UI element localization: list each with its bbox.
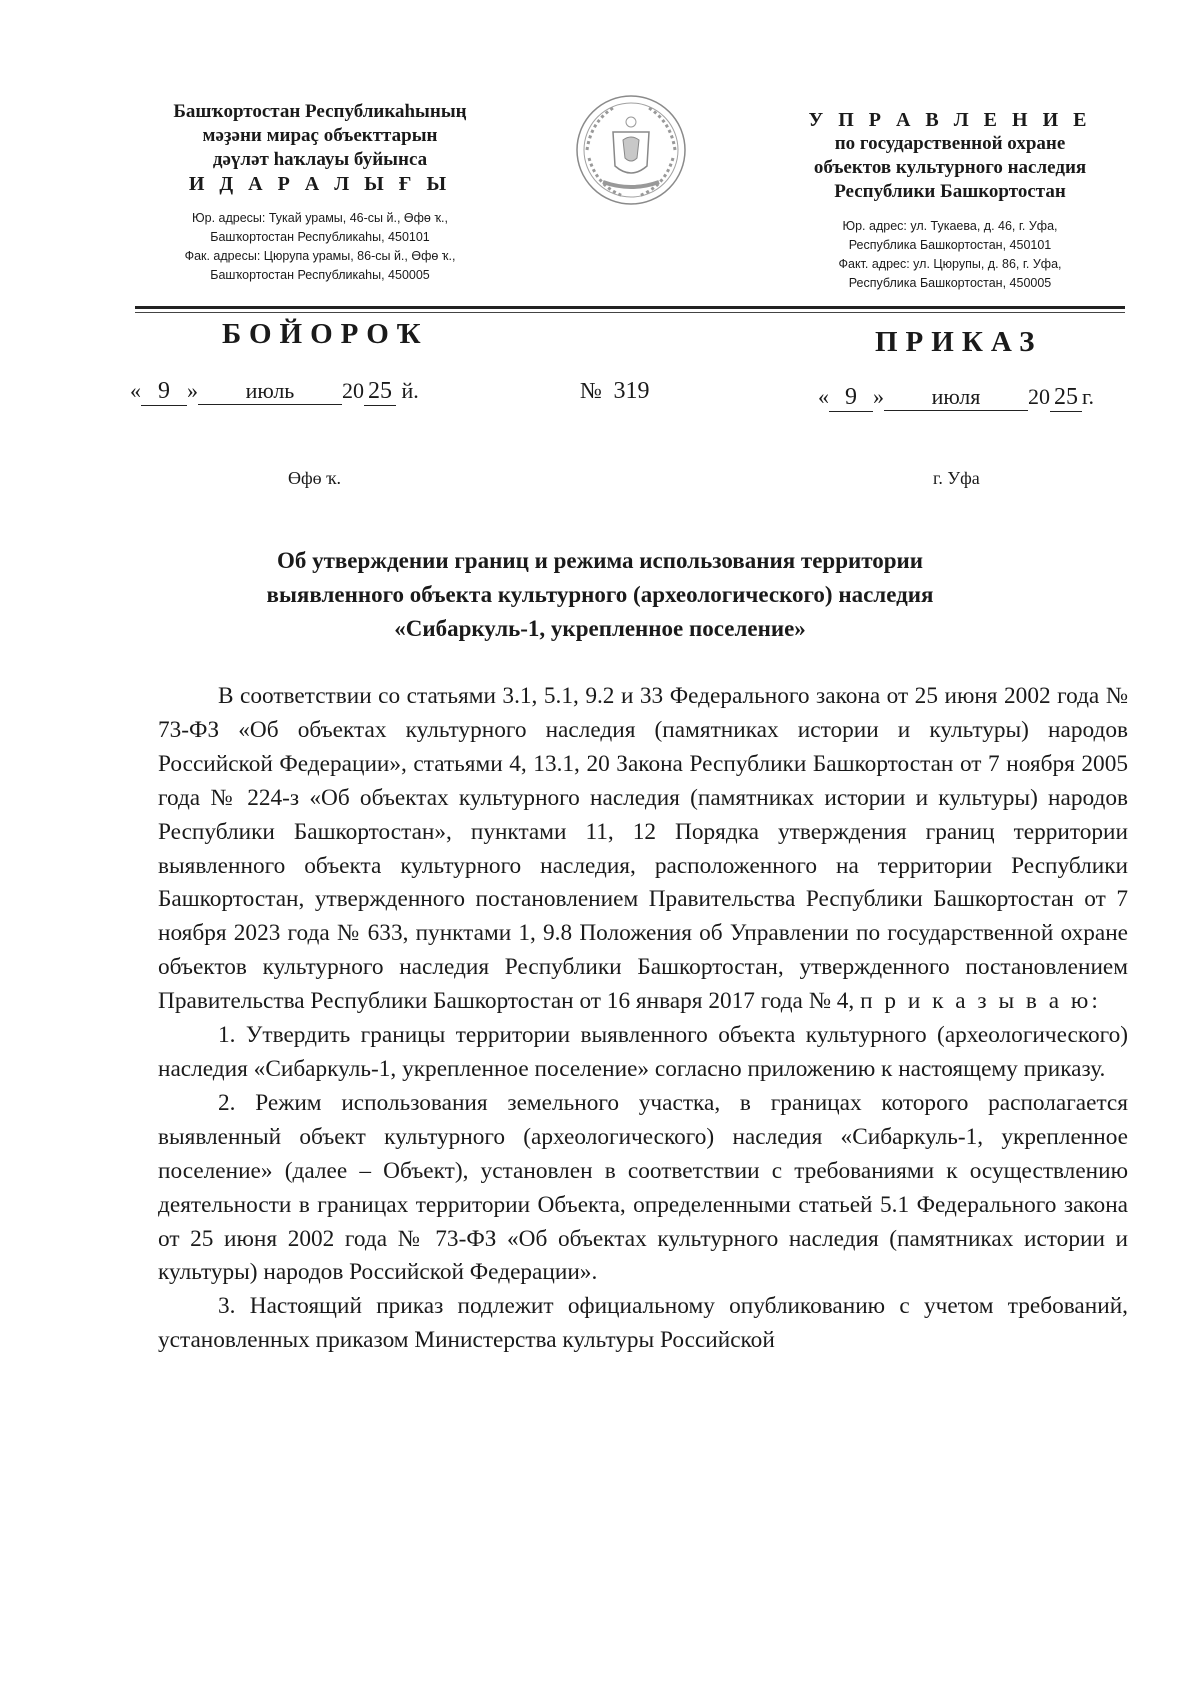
org-name-line-1: У П Р А В Л Е Н И Е [808, 109, 1092, 131]
legal-address-line-1: Юр. адрес: ул. Тукаева, д. 46, г. Уфа, [842, 219, 1058, 233]
actual-address-line-1: Фак. адресы: Цюрупа урамы, 86-сы й., Өфө ҡ., [184, 249, 456, 263]
header-divider-thin [135, 312, 1125, 313]
paragraph-item-3: 3. Настоящий приказ подлежит официальному опубликованию с учетом требований, установленных приказом Министерства культуры Российской [158, 1293, 1128, 1354]
org-name-line-2: мәҙәни мираҫ объекттарын [202, 125, 438, 146]
actual-address-line-2: Башҡортостан Республикаһы, 450005 [210, 268, 430, 282]
number-label: № [580, 378, 602, 403]
date-month: июля [884, 384, 1028, 411]
city-bashkir: Өфө ҡ. [288, 468, 341, 488]
quote-close: » [187, 378, 198, 403]
date-day: 9 [141, 378, 187, 406]
date-bashkir [130, 378, 419, 406]
year-suffix: 25 [364, 378, 396, 406]
header-left-bashkir [130, 100, 510, 284]
actual-address-line-1: Факт. адрес: ул. Цюрупы, д. 86, г. Уфа, [838, 257, 1062, 271]
city-russian: г. Уфа [933, 468, 980, 488]
doc-type-russian: ПРИКАЗ [875, 326, 1043, 358]
number-value: 319 [613, 378, 650, 404]
org-name-line-1: Башҡортостан Республикаһының [173, 101, 467, 122]
date-month: июль [198, 378, 342, 405]
year-suffix-label: й. [401, 378, 419, 403]
paragraph-item-2: 2. Режим использования земельного участка, в границах которого располагается выявленный объект культурного (археологического) наследия «Сибаркуль-1, укрепленное поселение» (далее – Объект), установлен в соответствии с требованиями к осуществлению деятельности в границах территории Объекта, определенными статьей 5.1 Федерального закона от 25 июня 2002 года № 73-ФЗ «Об объектах культурного наследия (памятниках истории и культуры) народов Российской Федерации». [158, 1089, 1128, 1286]
paragraph-item-1: 1. Утвердить границы территории выявленного объекта культурного (археологического) наследия «Сибаркуль-1, укрепленное поселение» согласно приложению к настоящему приказу. [158, 1022, 1128, 1082]
paragraph-preamble [158, 680, 1128, 1019]
org-name-line-3: объектов культурного наследия [813, 157, 1087, 178]
date-day: 9 [829, 384, 873, 412]
quote-open: « [130, 378, 141, 403]
title-line-2: выявленного объекта культурного (археологического) наследия [266, 582, 934, 607]
year-prefix: 20 [1028, 384, 1050, 409]
order-word: п р и к а з ы в а ю: [860, 988, 1101, 1015]
header-right-russian [760, 108, 1140, 292]
quote-open: « [818, 384, 829, 409]
year-prefix: 20 [342, 378, 364, 403]
year-suffix-label: г. [1082, 384, 1095, 409]
order-number [580, 378, 649, 405]
title-line-1: Об утверждении границ и режима использования территории [276, 548, 924, 573]
title-line-3: «Сибаркуль-1, укрепленное поселение» [394, 616, 806, 641]
year-suffix: 25 [1050, 384, 1082, 412]
org-name-line-3: дәүләт һаҡлауы буйынса [212, 149, 428, 170]
preamble-text: В соответствии со статьями 3.1, 5.1, 9.2 и 33 Федерального закона от 25 июня 2002 года № 73-ФЗ «Об объектах культурного наследия (памятниках истории и культуры) народов Российской Федерации», статьями 4, 13.1, 20 Закона Республики Башкортостан от 7 ноября 2005 года № 224-з «Об объектах культурного наследия (памятниках истории и культуры) народов Республики Башкортостан», пунктами 11, 12 Порядка утверждения границ территории выявленного объекта культурного наследия, расположенного на территории Республики Башкортостан, утвержденного постановлением Правительства Республики Башкортостан от 7 ноября 2023 года № 633, пунктами 1, 9.8 Положения об Управлении по государственной охране объектов культурного наследия Республики Башкортостан, утвержденного постановлением Правительства Республики Башкортостан от 16 января 2017 года № 4, [158, 683, 1128, 1015]
address-block-right [760, 218, 1140, 292]
legal-address-line-2: Башҡортостан Республикаһы, 450101 [210, 230, 430, 244]
legal-address-line-1: Юр. адресы: Тукай урамы, 46-сы й., Өфө ҡ., [192, 211, 448, 225]
date-russian [818, 384, 1094, 412]
org-name-line-4: Республики Башкортостан [834, 181, 1066, 202]
header-divider-thick [135, 306, 1125, 309]
quote-close: » [873, 384, 884, 409]
document-body [158, 680, 1128, 1358]
address-block-left [130, 210, 510, 284]
org-name-line-2: по государственной охране [834, 133, 1066, 154]
doc-type-bashkir: БОЙОРОҠ [222, 318, 429, 350]
legal-address-line-2: Республика Башкортостан, 450101 [848, 238, 1052, 252]
actual-address-line-2: Республика Башкортостан, 450005 [848, 276, 1052, 290]
coat-of-arms-emblem-icon [573, 92, 689, 208]
org-name-line-4: И Д А Р А Л Ы Ғ Ы [188, 173, 452, 195]
document-title [160, 544, 1040, 646]
